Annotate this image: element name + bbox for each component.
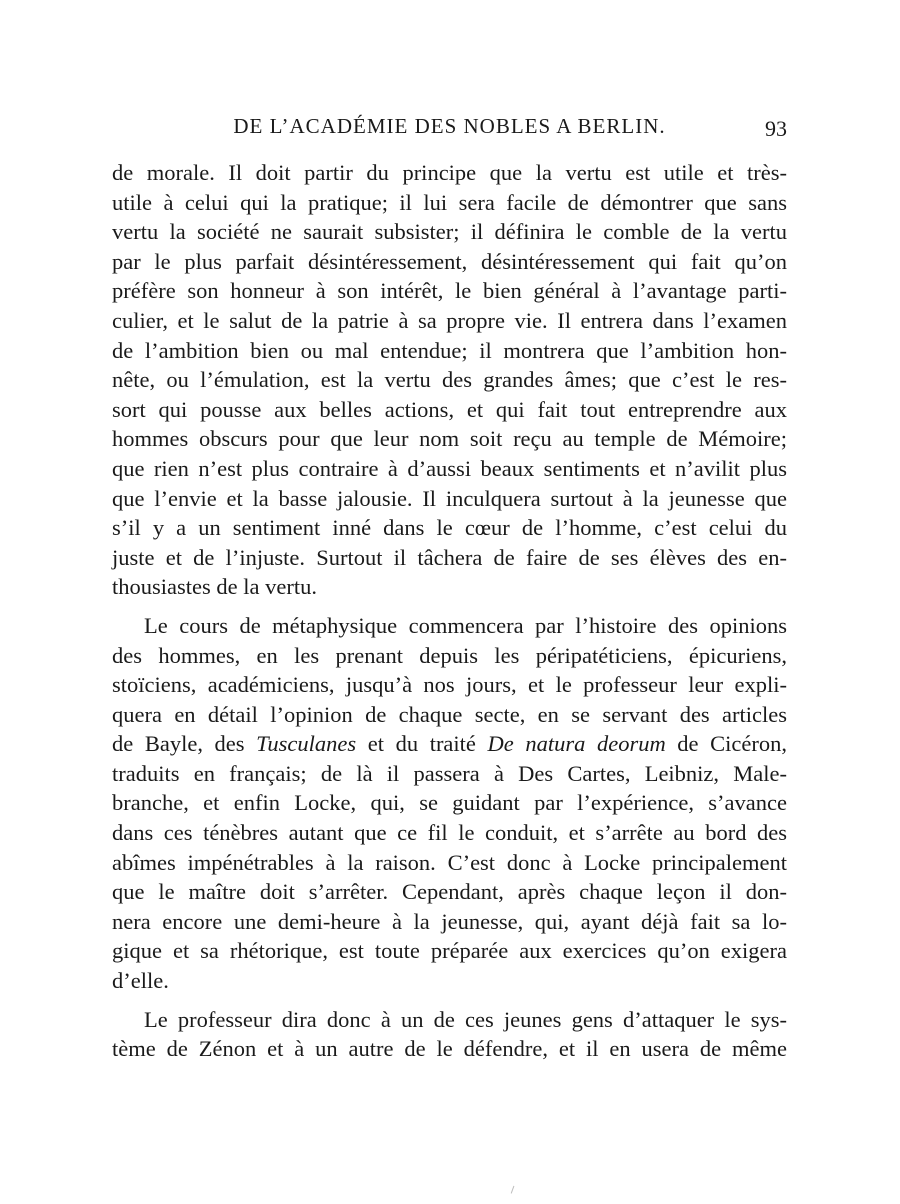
text-line: branche, et enfin Locke, qui, se guidant par l’expérience, s’avance xyxy=(112,790,787,816)
paragraph-metaphysique xyxy=(112,611,787,996)
running-head xyxy=(112,114,787,144)
text-line: stoïciens, académiciens, jusqu’à nos jours, et le professeur leur expli- xyxy=(112,672,787,698)
text-run: de Cicéron, xyxy=(665,731,787,757)
text-line: de l’ambition bien ou mal entendue; il montrera que l’ambition hon- xyxy=(112,337,787,363)
text-line: par le plus parfait désintéressement, désintéressement qui fait qu’on xyxy=(112,248,787,274)
paragraph-morale xyxy=(112,158,787,602)
body-text xyxy=(112,158,787,1064)
text-line: juste et de l’injuste. Surtout il tâchera de faire de ses élèves des en- xyxy=(112,544,787,570)
text-line: hommes obscurs pour que leur nom soit reçu au temple de Mémoire; xyxy=(112,426,787,452)
text-run: de Bayle, des xyxy=(112,731,257,757)
text-line: d’elle. xyxy=(112,968,169,994)
text-line: que l’envie et la basse jalousie. Il inculquera surtout à la jeunesse que xyxy=(112,485,787,511)
text-line: nête, ou l’émulation, est la vertu des grandes âmes; que c’est le res- xyxy=(112,367,787,393)
text-line: dans ces ténèbres autant que ce fil le conduit, et s’arrête au bord des xyxy=(112,820,787,846)
text-line: des hommes, en les prenant depuis les péripatéticiens, épicuriens, xyxy=(112,642,787,668)
paper-speck xyxy=(511,1186,517,1195)
page-number: 93 xyxy=(765,116,787,141)
text-line: thousiastes de la vertu. xyxy=(112,574,317,600)
text-line: sort qui pousse aux belles actions, et qui fait tout entreprendre aux xyxy=(112,396,787,422)
text-line: culier, et le salut de la patrie à sa propre vie. Il entrera dans l’examen xyxy=(112,307,787,333)
text-line: gique et sa rhétorique, est toute préparée aux exercices qu’on exigera xyxy=(112,938,787,964)
italic-title-de-natura-deorum: De natura deorum xyxy=(487,731,666,757)
italic-title-tusculanes: Tusculanes xyxy=(256,731,357,757)
text-line: nera encore une demi-heure à la jeunesse, qui, ayant déjà fait sa lo- xyxy=(112,908,787,934)
text-line: traduits en français; de là il passera à Des Cartes, Leibniz, Male- xyxy=(112,760,787,786)
text-line: s’il y a un sentiment inné dans le cœur de l’homme, c’est celui du xyxy=(112,515,787,541)
text-line: utile à celui qui la pratique; il lui sera facile de démontrer que sans xyxy=(112,189,787,215)
text-line: tème de Zénon et à un autre de le défendre, et il en usera de même xyxy=(112,1036,787,1062)
text-line: que le maître doit s’arrêter. Cependant, après chaque leçon il don- xyxy=(112,879,787,905)
running-title: DE L’ACADÉMIE DES NOBLES A BERLIN. xyxy=(233,114,666,138)
text-line: Le cours de métaphysique commencera par l’histoire des opinions xyxy=(144,612,787,638)
text-run: et du traité xyxy=(356,731,488,757)
text-line: vertu la société ne saurait subsister; il définira le comble de la vertu xyxy=(112,219,787,245)
text-line: que rien n’est plus contraire à d’aussi beaux sentiments et n’avilit plus xyxy=(112,455,787,481)
paragraph-professeur xyxy=(112,1005,787,1064)
text-line: de morale. Il doit partir du principe que la vertu est utile et très- xyxy=(112,160,787,185)
text-line: abîmes impénétrables à la raison. C’est donc à Locke principalement xyxy=(112,849,787,875)
text-line-with-titles xyxy=(112,729,787,759)
text-line: Le professeur dira donc à un de ces jeunes gens d’attaquer le sys- xyxy=(144,1006,787,1032)
text-line: préfère son honneur à son intérêt, le bien général à l’avantage parti- xyxy=(112,278,787,304)
text-line: quera en détail l’opinion de chaque secte, en se servant des articles xyxy=(112,701,787,727)
